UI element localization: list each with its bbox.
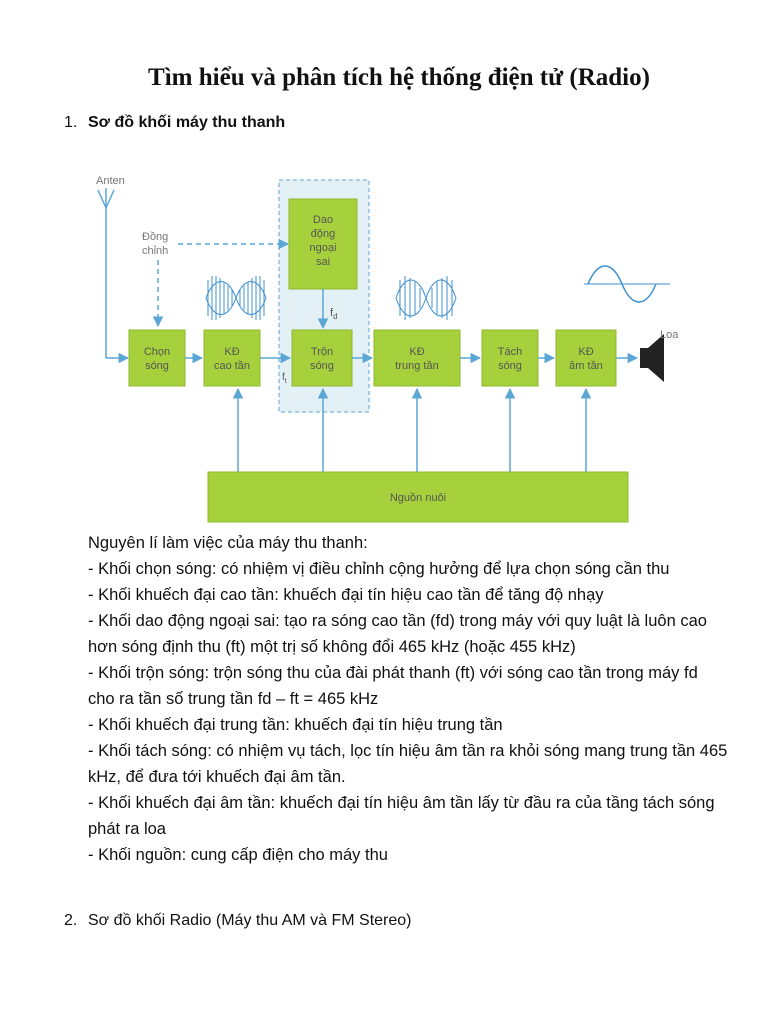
tron-song-block <box>292 330 352 386</box>
rf-wave-icon <box>206 276 266 320</box>
chon-song-block <box>129 330 185 386</box>
oscillator-line3: ngoại <box>309 242 337 254</box>
antenna-icon <box>98 188 114 358</box>
kd-cao-tan-line1: KĐ <box>224 346 240 358</box>
working-principle-text <box>88 530 728 868</box>
list-item: - Khối khuếch đại âm tần: khuếch đại tín hiệu âm tần lấy từ đầu ra của tầng tách sóng phát ra loa <box>88 794 715 838</box>
kd-trung-tan-block <box>374 330 460 386</box>
section-2-title: Sơ đồ khối Radio (Máy thu AM và FM Stereo) <box>88 912 412 929</box>
if-wave-icon <box>396 276 456 320</box>
oscillator-line2: động <box>310 228 336 240</box>
list-item: - Khối tách sóng: có nhiệm vụ tách, lọc tín hiệu âm tần ra khỏi sóng mang trung tần 465 kHz, để đưa tới khuếch đại âm tần. <box>88 742 728 786</box>
kd-cao-tan-line2: cao tần <box>213 360 251 372</box>
oscillator-line4: sai <box>315 256 331 268</box>
kd-trung-tan-line1: KĐ <box>409 346 425 358</box>
list-item: - Khối khuếch đại cao tần: khuếch đại tín hiệu cao tần để tăng độ nhạy <box>88 586 604 604</box>
section-1-title: Sơ đồ khối máy thu thanh <box>88 114 286 131</box>
section-1-number: 1. <box>64 114 78 131</box>
speaker-label: Loa <box>660 329 679 341</box>
tach-song-line2: sóng <box>498 360 522 372</box>
tach-song-block <box>482 330 538 386</box>
audio-wave-icon <box>584 266 670 302</box>
kd-cao-tan-block <box>204 330 260 386</box>
kd-trung-tan-line2: trung tần <box>395 360 439 372</box>
list-item: - Khối chọn sóng: có nhiệm vị điều chỉnh cộng hưởng để lựa chọn sóng cần thu <box>88 560 670 578</box>
chon-song-line1: Chọn <box>143 346 171 358</box>
tron-song-line2: sóng <box>310 360 334 372</box>
chon-song-line2: sóng <box>145 360 169 372</box>
kd-am-tan-block <box>556 330 616 386</box>
page-title: Tìm hiểu và phân tích hệ thống điện tử (Radio) <box>148 64 650 91</box>
section-2-number: 2. <box>64 912 78 929</box>
fd-label: $f_d$ <box>330 307 338 321</box>
kd-am-tan-line1: KĐ <box>578 346 594 358</box>
oscillator-line1: Dao <box>312 214 334 226</box>
radio-block-diagram <box>92 168 692 523</box>
list-item: - Khối dao động ngoại sai: tạo ra sóng cao tần (fd) trong máy với quy luật là luôn cao hơn sóng định thu (ft) một trị số không đổi 465 kHz (hoặc 455 kHz) <box>88 612 707 656</box>
tron-song-line1: Trộn <box>310 346 334 358</box>
list-item: - Khối khuếch đại trung tần: khuếch đại tín hiệu trung tần <box>88 716 503 734</box>
list-item: - Khối nguồn: cung cấp điện cho máy thu <box>88 846 388 864</box>
tuning-label-line2: chỉnh <box>142 245 169 257</box>
section-2-heading <box>64 912 412 930</box>
speaker-icon <box>640 334 664 382</box>
nguon-nuoi-label: Nguồn nuôi <box>389 492 447 504</box>
working-principle-intro: Nguyên lí làm việc của máy thu thanh: <box>88 534 368 552</box>
antenna-label: Anten <box>96 175 125 187</box>
ft-label: $f_t$ <box>282 372 287 385</box>
tach-song-line1: Tách <box>497 346 523 358</box>
kd-am-tan-line2: âm tần <box>569 360 603 372</box>
section-1-heading <box>64 114 285 132</box>
tuning-label-line1: Đồng <box>142 231 169 243</box>
list-item: - Khối trộn sóng: trộn sóng thu của đài phát thanh (ft) với sóng cao tần trong máy fd cho ra tần số trung tần fd – ft = 465 kHz <box>88 664 698 708</box>
